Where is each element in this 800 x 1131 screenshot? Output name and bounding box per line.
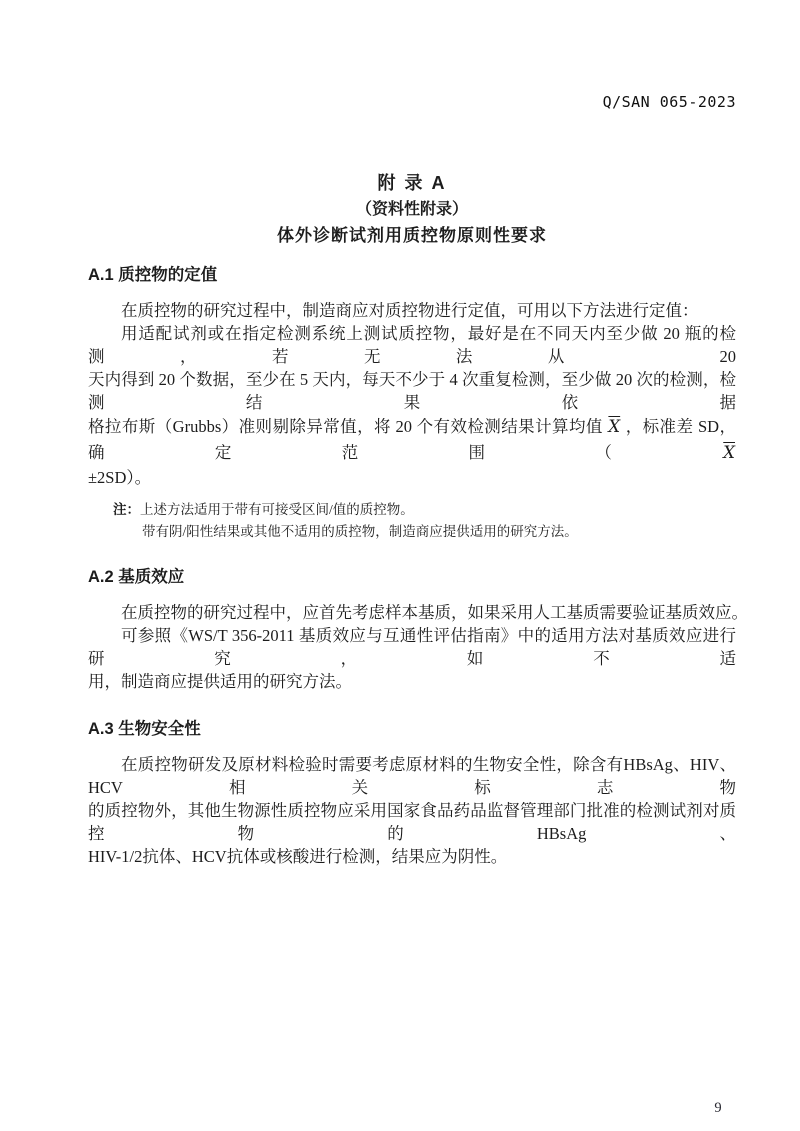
formula-text-mid: ，标准差 SD，确定范围（ xyxy=(88,417,736,462)
section-a1-heading: A.1 质控物的定值 xyxy=(88,266,218,284)
paragraph-line: 用，制造商应提供适用的研究方法。 xyxy=(88,672,352,691)
section-a1-paragraph-1 xyxy=(88,299,736,322)
section-a1-paragraph-2 xyxy=(88,322,736,489)
section-a2-heading: A.2 基质效应 xyxy=(88,568,185,586)
appendix-type: （资料性附录） xyxy=(355,201,468,218)
section-a2-paragraph-2 xyxy=(88,624,736,693)
note-line: 带有阴/阳性结果或其他不适用的质控物，制造商应提供适用的研究方法。 xyxy=(142,524,578,539)
paragraph-line: HIV-1/2抗体、HCV抗体或核酸进行检测，结果应为阴性。 xyxy=(88,847,508,866)
note-line xyxy=(113,499,736,521)
paragraph-line: ±2SD）。 xyxy=(88,468,152,487)
note-label: 注： xyxy=(113,502,140,517)
paragraph-line: 可参照《WS/T 356-2011 基质效应与互通性评估指南》中的适用方法对基质效应进行研究，如不适 xyxy=(88,626,736,668)
section-a1-note xyxy=(88,499,736,543)
section-a3-paragraph-1 xyxy=(88,753,736,868)
paragraph-line: 在质控物的研究过程中，应首先考虑样本基质，如果采用人工基质需要验证基质效应。 xyxy=(121,603,748,622)
paragraph-line: 在质控物的研究过程中，制造商应对质控物进行定值，可用以下方法进行定值： xyxy=(121,301,699,320)
paragraph-line: 用适配试剂或在指定检测系统上测试质控物，最好是在不同天内至少做 20 瓶的检测，若无法从 20 xyxy=(88,324,736,366)
document-code: Q/SAN 065-2023 xyxy=(602,93,736,111)
paragraph-line: 在质控物研发及原材料检验时需要考虑原材料的生物安全性，除含有HBsAg、HIV、HCV相关标志物 xyxy=(88,755,736,797)
appendix-title: 附 录 A xyxy=(377,173,447,193)
paragraph-line: 天内得到 20 个数据，至少在 5 天内，每天不少于 4 次重复检测，至少做 20 次的检测，检测结果依据 xyxy=(88,370,736,412)
section-a3-heading: A.3 生物安全性 xyxy=(88,720,201,738)
xbar-mean-symbol: $\overline{X}$ xyxy=(723,443,735,462)
xbar-mean-symbol: $\overline{X}$ xyxy=(608,417,621,436)
formula-text-pre: 格拉布斯（Grubbs）准则剔除异常值，将 20 个有效检测结果计算均值 xyxy=(88,417,608,436)
page-number: 9 xyxy=(714,1100,722,1116)
paragraph-line: 的质控物外，其他生物源性质控物应采用国家食品药品监督管理部门批准的检测试剂对质控物的HBsAg、 xyxy=(88,801,736,843)
paragraph-line-with-formula xyxy=(88,414,736,466)
appendix-title-block xyxy=(88,169,736,249)
section-a2-paragraph-1 xyxy=(88,601,748,624)
appendix-subject: 体外诊断试剂用质控物原则性要求 xyxy=(277,226,547,245)
note-text: 上述方法适用于带有可接受区间/值的质控物。 xyxy=(140,502,414,517)
